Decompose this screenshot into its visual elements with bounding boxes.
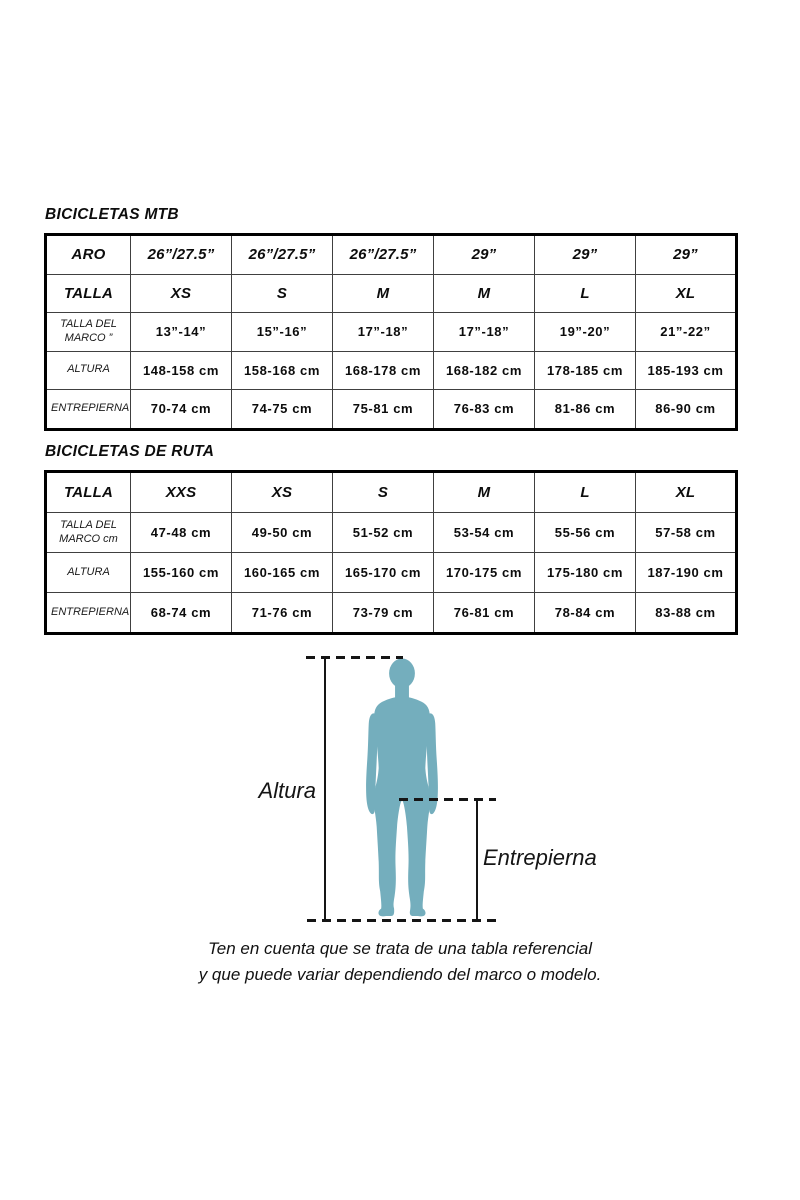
table-cell: XL: [636, 472, 737, 513]
table-cell: M: [434, 274, 535, 313]
table-cell: 74-75 cm: [232, 390, 333, 430]
table-row: [46, 513, 737, 553]
human-silhouette: [347, 658, 457, 921]
table-cell: 178-185 cm: [535, 351, 636, 390]
table-cell: 168-178 cm: [333, 351, 434, 390]
table-row: [46, 313, 737, 352]
disclaimer-line-1: Ten en cuenta que se trata de una tabla referencial: [207, 939, 593, 958]
height-top-dashed-line: [306, 656, 403, 659]
table-row: [46, 553, 737, 593]
table-cell: 19”-20”: [535, 313, 636, 352]
table-cell: 175-180 cm: [535, 553, 636, 593]
row-label: TALLA: [46, 472, 131, 513]
table-cell: L: [535, 472, 636, 513]
table-cell: 17”-18”: [333, 313, 434, 352]
table-cell: 17”-18”: [434, 313, 535, 352]
table-cell: M: [434, 472, 535, 513]
table-cell: 155-160 cm: [131, 553, 232, 593]
table-row: [46, 390, 737, 430]
table-cell: 13”-14”: [131, 313, 232, 352]
table-row: [46, 235, 737, 275]
table-row: [46, 274, 737, 313]
table-cell: 26”/27.5”: [131, 235, 232, 275]
row-label: TALLA DEL MARCO cm: [46, 513, 131, 553]
inseam-top-dashed-line: [399, 798, 496, 801]
table-cell: 165-170 cm: [333, 553, 434, 593]
row-label: TALLA DEL MARCO ”: [46, 313, 131, 352]
table-cell: 83-88 cm: [636, 593, 737, 634]
table-cell: 29”: [636, 235, 737, 275]
row-label: ALTURA: [46, 553, 131, 593]
table-cell: XL: [636, 274, 737, 313]
table-cell: 29”: [535, 235, 636, 275]
table-row: [46, 593, 737, 634]
mtb-size-table: [44, 233, 738, 431]
altura-label: Altura: [258, 778, 316, 803]
disclaimer-note: [0, 936, 800, 989]
table-cell: 49-50 cm: [232, 513, 333, 553]
table-cell: M: [333, 274, 434, 313]
table-cell: 158-168 cm: [232, 351, 333, 390]
table-cell: 148-158 cm: [131, 351, 232, 390]
table-cell: 76-83 cm: [434, 390, 535, 430]
table-cell: 168-182 cm: [434, 351, 535, 390]
inseam-measure-line: [476, 799, 478, 921]
row-label: ENTREPIERNA: [46, 390, 131, 430]
table-cell: 55-56 cm: [535, 513, 636, 553]
table-cell: 75-81 cm: [333, 390, 434, 430]
row-label: ENTREPIERNA: [46, 593, 131, 634]
ground-dashed-line: [307, 919, 498, 922]
table-cell: 170-175 cm: [434, 553, 535, 593]
table-cell: 26”/27.5”: [232, 235, 333, 275]
table-cell: 21”-22”: [636, 313, 737, 352]
table-cell: 81-86 cm: [535, 390, 636, 430]
table-cell: 160-165 cm: [232, 553, 333, 593]
table-cell: S: [232, 274, 333, 313]
table-cell: 76-81 cm: [434, 593, 535, 634]
row-label: ALTURA: [46, 351, 131, 390]
table-cell: 68-74 cm: [131, 593, 232, 634]
table-cell: 86-90 cm: [636, 390, 737, 430]
table-cell: 73-79 cm: [333, 593, 434, 634]
table-cell: 70-74 cm: [131, 390, 232, 430]
table-cell: 15”-16”: [232, 313, 333, 352]
table-cell: 78-84 cm: [535, 593, 636, 634]
table-cell: 29”: [434, 235, 535, 275]
table-cell: 53-54 cm: [434, 513, 535, 553]
row-label: ARO: [46, 235, 131, 275]
disclaimer-line-2: y que puede variar dependiendo del marco o modelo.: [198, 965, 602, 985]
table-cell: XS: [232, 472, 333, 513]
table-cell: 71-76 cm: [232, 593, 333, 634]
table-row: [46, 351, 737, 390]
table-cell: 57-58 cm: [636, 513, 737, 553]
ruta-section-title: BICICLETAS DE RUTA: [45, 443, 215, 460]
table-cell: 51-52 cm: [333, 513, 434, 553]
table-cell: XXS: [131, 472, 232, 513]
table-cell: XS: [131, 274, 232, 313]
table-cell: 187-190 cm: [636, 553, 737, 593]
table-cell: 47-48 cm: [131, 513, 232, 553]
mtb-section-title: BICICLETAS MTB: [45, 206, 179, 223]
table-cell: L: [535, 274, 636, 313]
table-row: [46, 472, 737, 513]
table-cell: 185-193 cm: [636, 351, 737, 390]
entrepierna-label: Entrepierna: [483, 845, 597, 870]
row-label: TALLA: [46, 274, 131, 313]
ruta-size-table: [44, 470, 738, 635]
table-cell: S: [333, 472, 434, 513]
table-cell: 26”/27.5”: [333, 235, 434, 275]
height-measure-line: [324, 657, 326, 921]
